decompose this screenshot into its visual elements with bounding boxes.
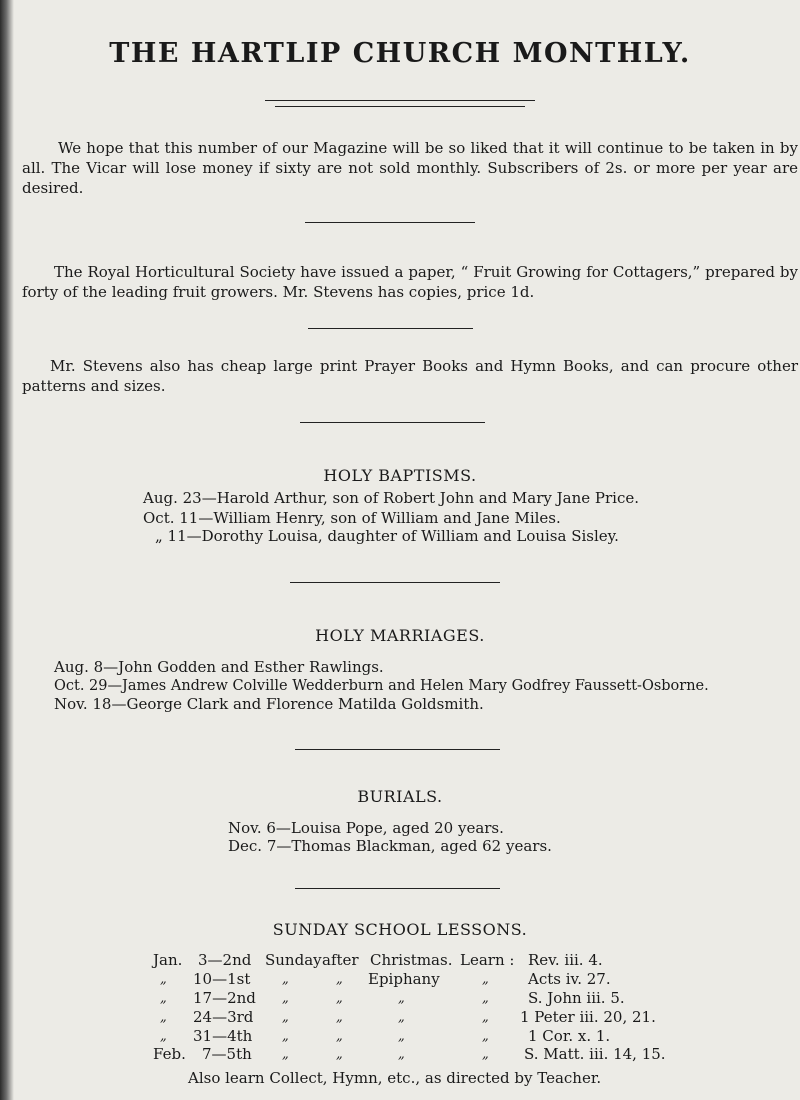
- lesson-word: „: [336, 1047, 343, 1062]
- section-heading-baptisms: HOLY BAPTISMS.: [323, 466, 477, 485]
- lesson-learn: „: [482, 1047, 489, 1062]
- lesson-word: „: [336, 972, 343, 987]
- divider-rule: [265, 100, 535, 101]
- lesson-day: „: [282, 972, 289, 987]
- lesson-reference: Rev. iii. 4.: [528, 951, 603, 969]
- lesson-learn: „: [482, 991, 489, 1006]
- lesson-day: Sunday: [265, 951, 322, 969]
- lesson-month: „: [160, 972, 167, 987]
- divider-rule: [275, 106, 525, 107]
- lesson-date: 24—3rd: [193, 1008, 254, 1026]
- lesson-occasion: Christmas.: [370, 951, 453, 969]
- lesson-month: „: [160, 991, 167, 1006]
- lesson-learn: „: [482, 1010, 489, 1025]
- lesson-reference: 1 Cor. x. 1.: [528, 1027, 611, 1045]
- lesson-month: „: [160, 1029, 167, 1044]
- lesson-occasion: „: [398, 1029, 405, 1044]
- section-heading-sunday-school: SUNDAY SCHOOL LESSONS.: [272, 920, 528, 939]
- lesson-occasion: „: [398, 991, 405, 1006]
- divider-rule: [290, 582, 500, 583]
- notice-paragraph: The Royal Horticultural Society have issued a paper, “ Fruit Growing for Cottagers,” prepared by forty of the leading fruit growers. Mr. Stevens has copies, price 1d.: [22, 263, 798, 301]
- lesson-month: „: [160, 1010, 167, 1025]
- page-title: THE HARTLIP CHURCH MONTHLY.: [109, 38, 691, 69]
- burial-entry: Nov. 6—Louisa Pope, aged 20 years.: [228, 819, 504, 837]
- lesson-reference: S. John iii. 5.: [528, 989, 625, 1007]
- lesson-reference: 1 Peter iii. 20, 21.: [520, 1008, 656, 1026]
- lesson-month: Jan.: [153, 951, 183, 969]
- marriage-entry: Nov. 18—George Clark and Florence Matilda Goldsmith.: [54, 695, 484, 713]
- lesson-month: Feb.: [153, 1045, 186, 1063]
- lessons-footer-note: Also learn Collect, Hymn, etc., as directed by Teacher.: [188, 1069, 602, 1087]
- notice-paragraph: Mr. Stevens also has cheap large print Prayer Books and Hymn Books, and can procure other patterns and sizes.: [22, 357, 798, 395]
- lesson-occasion: „: [398, 1047, 405, 1062]
- baptism-entry: Aug. 23—Harold Arthur, son of Robert John and Mary Jane Price.: [143, 489, 639, 507]
- lesson-date: 7—5th: [202, 1045, 252, 1063]
- section-heading-marriages: HOLY MARRIAGES.: [315, 626, 485, 645]
- section-heading-burials: BURIALS.: [357, 787, 443, 806]
- lesson-learn: Learn :: [460, 951, 515, 969]
- lesson-date: 10—1st: [193, 970, 251, 988]
- baptism-entry: Oct. 11—William Henry, son of William and Jane Miles.: [143, 509, 561, 527]
- lesson-word: „: [336, 1010, 343, 1025]
- lesson-occasion: Epiphany: [368, 970, 440, 988]
- burial-entry: Dec. 7—Thomas Blackman, aged 62 years.: [228, 837, 552, 855]
- lesson-word: „: [336, 1029, 343, 1044]
- divider-rule: [308, 328, 473, 329]
- lesson-reference: Acts iv. 27.: [528, 970, 611, 988]
- lesson-day: „: [282, 1047, 289, 1062]
- lesson-day: „: [282, 991, 289, 1006]
- lesson-occasion: „: [398, 1010, 405, 1025]
- divider-rule: [295, 749, 500, 750]
- marriage-entry: Oct. 29—James Andrew Colville Wedderburn and Helen Mary Godfrey Faussett-Osborne.: [54, 678, 709, 694]
- marriage-entry: Aug. 8—John Godden and Esther Rawlings.: [54, 658, 384, 676]
- lesson-word: after: [322, 951, 359, 969]
- lesson-word: „: [336, 991, 343, 1006]
- lesson-reference: S. Matt. iii. 14, 15.: [524, 1045, 666, 1063]
- lesson-day: „: [282, 1029, 289, 1044]
- lesson-date: 17—2nd: [193, 989, 256, 1007]
- notice-paragraph: We hope that this number of our Magazine will be so liked that it will continue to be taken in by all. The Vicar will lose money if sixty are not sold monthly. Subscribers of 2s. or more per year are desired.: [22, 139, 798, 197]
- divider-rule: [295, 888, 500, 889]
- lesson-date: 3—2nd: [198, 951, 252, 969]
- divider-rule: [305, 222, 475, 223]
- lesson-date: 31—4th: [193, 1027, 253, 1045]
- lesson-learn: „: [482, 1029, 489, 1044]
- divider-rule: [300, 422, 485, 423]
- baptism-entry: „ 11—Dorothy Louisa, daughter of William and Louisa Sisley.: [155, 527, 619, 545]
- lesson-day: „: [282, 1010, 289, 1025]
- lesson-learn: „: [482, 972, 489, 987]
